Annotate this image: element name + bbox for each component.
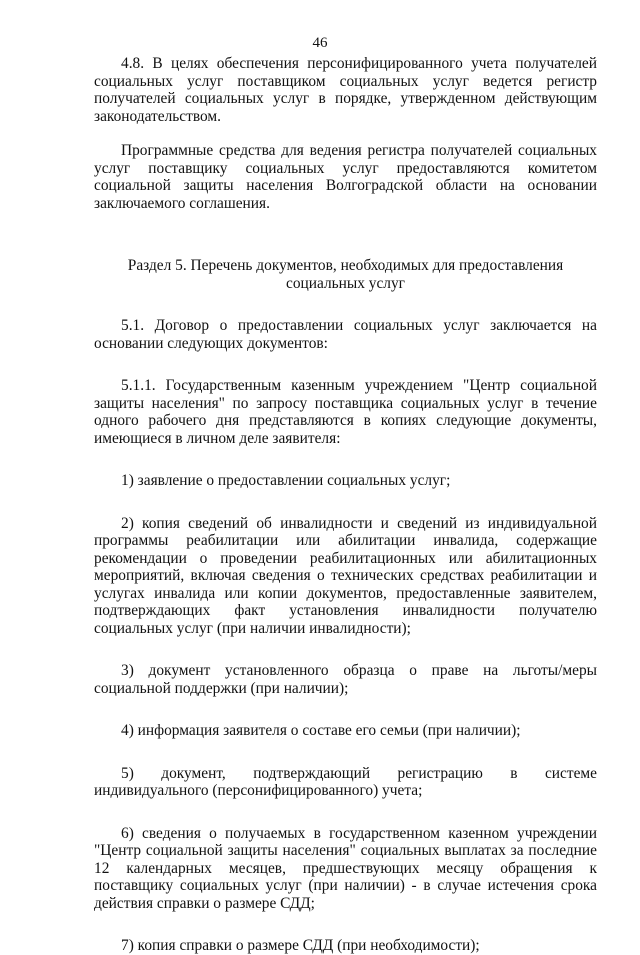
document-body [94, 55, 597, 955]
list-item-1: 1) заявление о предоставлении социальных услуг; [121, 472, 451, 489]
list-item-4: 4) информация заявителя о составе его семьи (при наличии); [121, 722, 521, 739]
list-item-6: 6) сведения о получаемых в государственном казенном учреждении "Центр социальной защиты населения" социальных выплатах за последние 12 календарных месяцев, предшествующих месяцу обращения к поставщику социальных услуг (при наличии) - в случае истечения срока действия справки о размере СДД; [94, 824, 597, 912]
list-item-2: 2) копия сведений об инвалидности и сведений из индивидуальной программы реабилитации или абилитации инвалида, содержащие рекомендации о проведении реабилитационных или абилитационных мероприятий, включая сведения о технических средствах реабилитации и услугах инвалида или копии документов, предоставленные заявителем, подтверждающих факт установления инвалидности получателю социальных услуг (при наличии инвалидности); [94, 514, 597, 637]
paragraph-5-1-1: 5.1.1. Государственным казенным учреждением "Центр социальной защиты населения" по запросу поставщика социальных услуг в течение одного рабочего дня представляются в копиях следующие документы, имеющиеся в личном деле заявителя: [94, 377, 597, 447]
list-item-7: 7) копия справки о размере СДД (при необходимости); [121, 937, 480, 954]
paragraph-4-8: 4.8. В целях обеспечения персонифицированного учета получателей социальных услуг поставщиком социальных услуг ведется регистр получателей социальных услуг в порядке, утвержденном действующим законодательством. [94, 55, 597, 125]
paragraph-software-registry: Программные средства для ведения регистра получателей социальных услуг поставщику социальных услуг предоставляются комитетом социальной защиты населения Волгоградской области на основании заключаемого соглашения. [94, 142, 597, 212]
paragraph-5-1: 5.1. Договор о предоставлении социальных услуг заключается на основании следующих документов: [94, 317, 597, 352]
section-5-heading: Раздел 5. Перечень документов, необходимых для предоставления социальных услуг [127, 257, 564, 292]
list-item-5: 5) документ, подтверждающий регистрацию в системе индивидуального (персонифицированного) учета; [94, 764, 597, 799]
list-item-3: 3) документ установленного образца о праве на льготы/меры социальной поддержки (при наличии); [94, 662, 597, 697]
page-number: 46 [312, 35, 328, 51]
